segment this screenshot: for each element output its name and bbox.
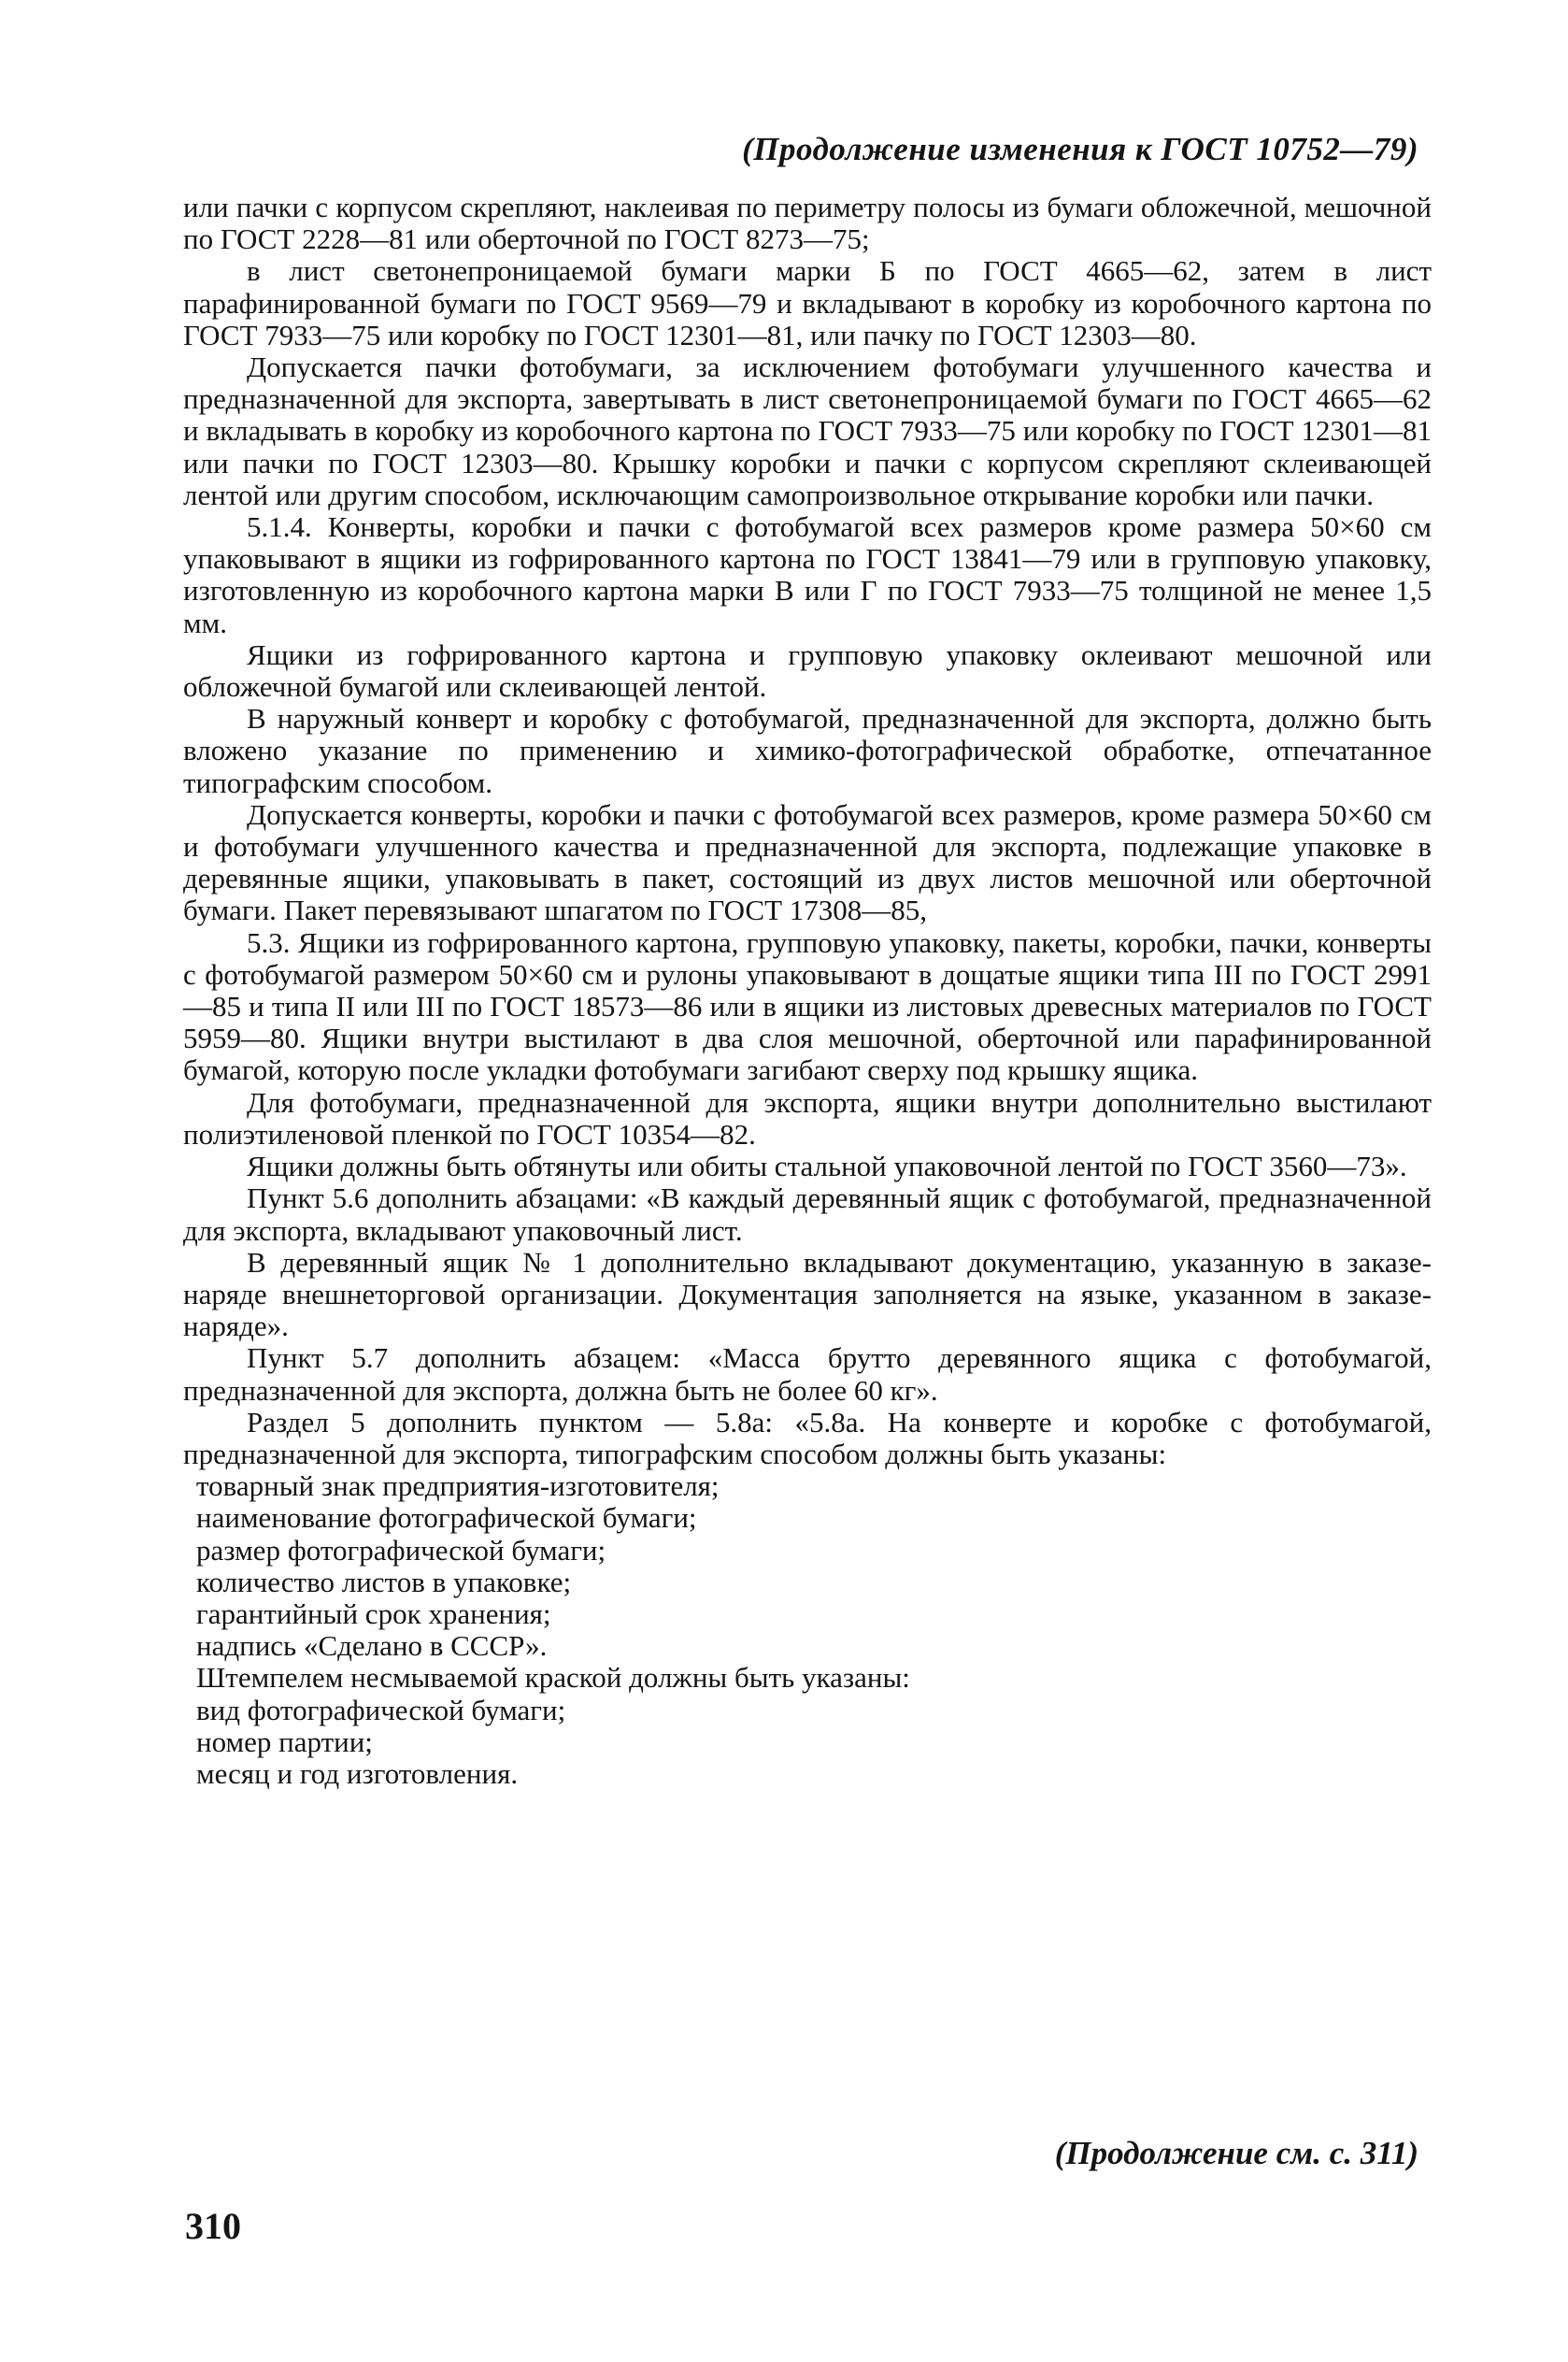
paragraph: В деревянный ящик № 1 дополнительно вкладывают документацию, указанную в заказе-наряде внешнеторговой организации. Документация заполняется на языке, указанном в заказе-наряде». — [183, 1245, 1432, 1343]
paragraph: Ящики из гофрированного картона и групповую упаковку оклеивают мешочной или обложечной бумагой или склеивающей лентой. — [183, 637, 1432, 704]
stamp-intro: Штемпелем несмываемой краской должны быть указаны: — [196, 1661, 910, 1695]
running-head: (Продолжение изменения к ГОСТ 10752—79) — [742, 131, 1418, 167]
list-item: надпись «Сделано в СССР». — [196, 1629, 548, 1663]
paragraph: В наружный конверт и коробку с фотобумагой, предназначенной для экспорта, должно быть вложено указание по применению и химико-фотографической обработке, отпечатанное типографским способом. — [183, 702, 1432, 799]
paragraph: 5.3. Ящики из гофрированного картона, групповую упаковку, пакеты, коробки, пачки, конверты с фотобумагой размером 50×60 см и рулоны упаковывают в дощатые ящики типа III по ГОСТ 2991—85 и типа II или III по ГОСТ 18573—86 или в ящики из листовых древесных материалов по ГОСТ 5959—80. Ящики внутри выстилают в два слоя мешочной, оберточной или парафинированной бумагой, которую после укладки фотобумаги загибают сверху под крышку ящика. — [183, 925, 1432, 1087]
paragraph: Ящики должны быть обтянуты или обиты стальной упаковочной лентой по ГОСТ 3560—73». — [247, 1150, 1407, 1183]
list-item: месяц и год изготовления. — [196, 1756, 519, 1790]
paragraph: Для фотобумаги, предназначенной для экспорта, ящики внутри дополнительно выстилают полиэтиленовой пленкой по ГОСТ 10354—82. — [183, 1085, 1432, 1151]
paragraph: Пункт 5.7 дополнить абзацем: «Масса брутто деревянного ящика с фотобумагой, предназначенной для экспорта, должна быть не более 60 кг». — [183, 1341, 1432, 1407]
paragraph: Допускается конверты, коробки и пачки с фотобумагой всех размеров, кроме размера 50×60 см и фотобумаги улучшенного качества и предназначенной для экспорта, подлежащие упаковке в деревянные ящики, упаковывать в пакет, состоящий из двух листов мешочной или оберточной бумаги. Пакет перевязывают шпагатом по ГОСТ 17308—85, — [183, 797, 1432, 927]
page-number: 310 — [185, 2205, 241, 2247]
list-item: товарный знак предприятия-изготовителя; — [196, 1469, 720, 1503]
paragraph: Допускается пачки фотобумаги, за исключением фотобумаги улучшенного качества и предназначенной для экспорта, завертывать в лист светонепроницаемой бумаги по ГОСТ 4665—62 и вкладывать в коробку из коробочного картона по ГОСТ 7933—75 или коробку по ГОСТ 12301—81 или пачки по ГОСТ 12303—80. Крышку коробки и пачки с корпусом скрепляют склеивающей лентой или другим способом, исключающим самопроизвольное открывание коробки или пачки. — [183, 351, 1432, 511]
body-text — [183, 192, 1432, 1790]
list-item: вид фотографической бумаги; — [196, 1693, 566, 1726]
paragraph: или пачки с корпусом скрепляют, наклеивая по периметру полосы из бумаги обложечной, мешочной по ГОСТ 2228—81 или оберточной по ГОСТ 8273—75; — [183, 191, 1432, 256]
paragraph: 5.1.4. Конверты, коробки и пачки с фотобумагой всех размеров кроме размера 50×60 см упаковывают в ящики из гофрированного картона по ГОСТ 13841—79 или в групповую упаковку, изготовленную из коробочного картона марки В или Г по ГОСТ 7933—75 толщиной не менее 1,5 мм. — [183, 510, 1432, 639]
list-item: наименование фотографической бумаги; — [196, 1501, 697, 1535]
list-item: номер партии; — [196, 1725, 373, 1758]
list-item: размер фотографической бумаги; — [196, 1533, 606, 1567]
paragraph: в лист светонепроницаемой бумаги марки Б по ГОСТ 4665—62, затем в лист парафинированной бумаги по ГОСТ 9569—79 и вкладывают в коробку из коробочного картона по ГОСТ 7933—75 или коробку по ГОСТ 12301—81, или пачку по ГОСТ 12303—80. — [183, 254, 1432, 351]
paragraph: Пункт 5.6 дополнить абзацами: «В каждый деревянный ящик с фотобумагой, предназначенной для экспорта, вкладывают упаковочный лист. — [183, 1181, 1432, 1247]
paragraph: Раздел 5 дополнить пунктом — 5.8а: «5.8а. На конверте и коробке с фотобумагой, предназначенной для экспорта, типографским способом должны быть указаны: — [183, 1405, 1432, 1470]
label-requirements-list — [183, 1470, 1432, 1790]
list-item: количество листов в упаковке; — [196, 1565, 572, 1598]
continuation-note: (Продолжение см. с. 311) — [1054, 2135, 1418, 2171]
list-item: гарантийный срок хранения; — [196, 1596, 551, 1630]
